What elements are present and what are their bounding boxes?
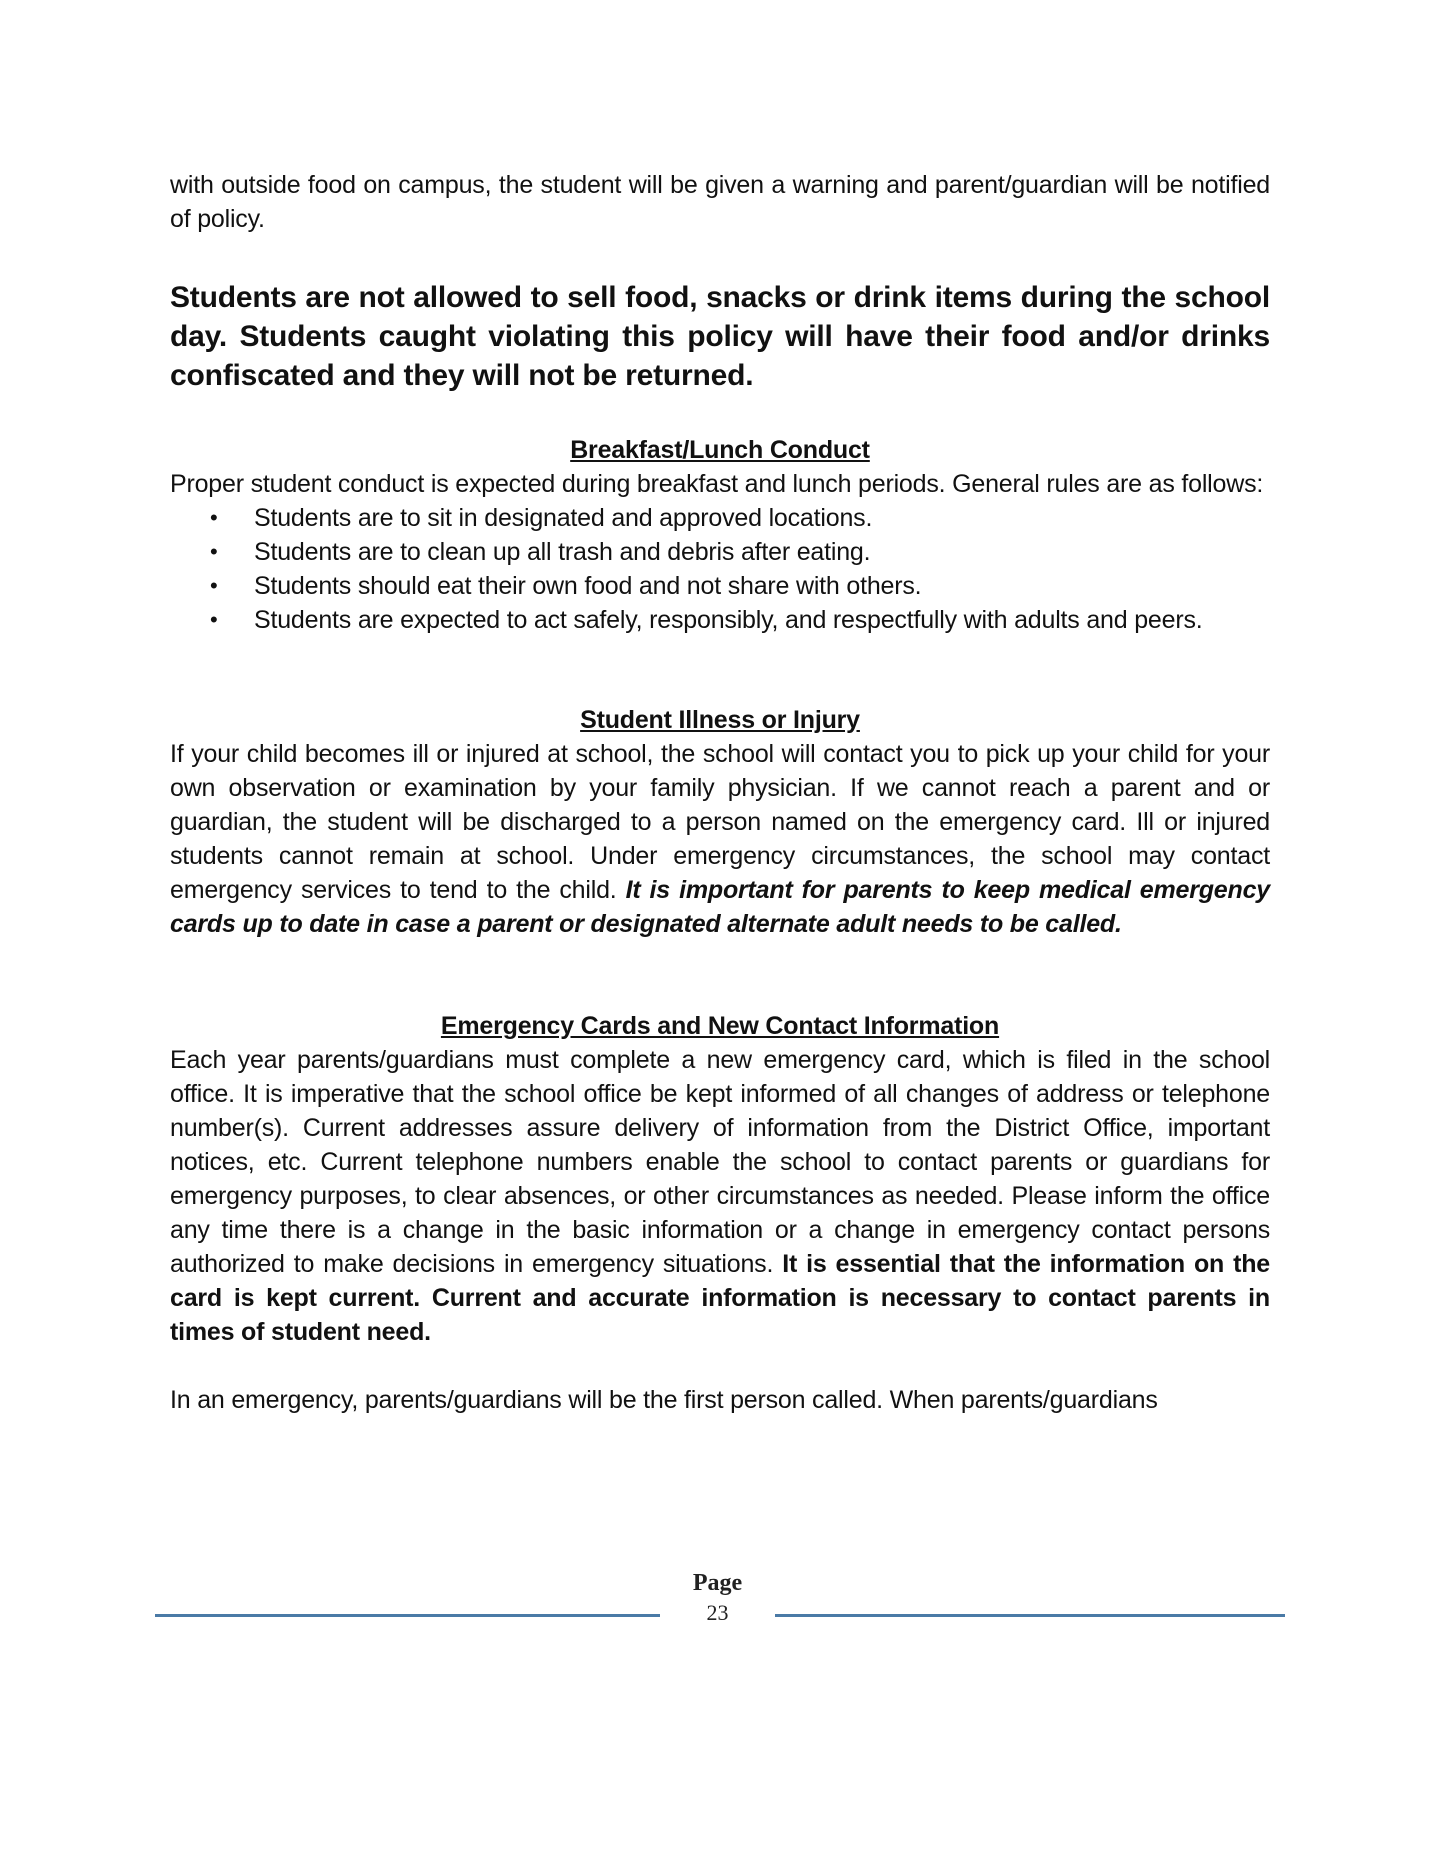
paragraph-spacer	[170, 1349, 1270, 1383]
footer-rule-left	[155, 1614, 660, 1617]
conduct-rules-list	[170, 501, 1270, 637]
illness-paragraph	[170, 737, 1270, 941]
list-item	[170, 501, 1270, 535]
emergency-emphasis: It is essential that the information on the card is kept current. Current and accurate information is necessary to contact parents in times of student need.	[170, 1250, 1270, 1346]
bullet-icon: •	[210, 607, 218, 632]
bullet-icon: •	[210, 505, 218, 530]
list-item	[170, 535, 1270, 569]
page-footer	[0, 1570, 1440, 1630]
footer-rule-right	[775, 1614, 1285, 1617]
illness-emphasis: It is important for parents to keep medical emergency cards up to date in case a parent or designated alternate adult needs to be called.	[170, 876, 1270, 938]
bullet-icon: •	[210, 573, 218, 598]
conduct-intro: Proper student conduct is expected during breakfast and lunch periods. General rules are as follows:	[170, 470, 1264, 498]
section-spacer	[170, 637, 1270, 703]
page-label: Page	[692, 1570, 743, 1596]
bullet-icon: •	[210, 539, 218, 564]
rule-text: Students are to sit in designated and approved locations.	[254, 504, 873, 532]
illness-body: If your child becomes ill or injured at school, the school will contact you to pick up your child for your own observation or examination by your family physician. If we cannot reach a parent and or guardian, the student will be discharged to a person named on the emergency card. Ill or injured students cannot remain at school. Under emergency circumstances, the school may contact emergency services to tend to the child.	[170, 740, 1270, 904]
sale-policy-warning: Students are not allowed to sell food, snacks or drink items during the school day. Students caught violating this policy will have their food and/or drinks confiscated and they will not be returned.	[170, 281, 1270, 392]
rule-text: Students should eat their own food and not share with others.	[254, 572, 922, 600]
illness-heading: Student Illness or Injury	[580, 706, 860, 734]
document-page	[170, 168, 1270, 1417]
emergency-paragraph	[170, 1043, 1270, 1349]
continuation-paragraph: with outside food on campus, the student will be given a warning and parent/guardian will be notified of policy.	[170, 171, 1270, 233]
emergency-followup: In an emergency, parents/guardians will be the first person called. When parents/guardians	[170, 1386, 1158, 1414]
section-spacer	[170, 941, 1270, 1009]
list-item	[170, 569, 1270, 603]
list-item	[170, 603, 1270, 637]
conduct-heading: Breakfast/Lunch Conduct	[570, 436, 870, 464]
emergency-heading: Emergency Cards and New Contact Information	[440, 1012, 1000, 1040]
page-number: 23	[706, 1600, 729, 1625]
rule-text: Students are expected to act safely, responsibly, and respectfully with adults and peers.	[254, 606, 1203, 634]
rule-text: Students are to clean up all trash and debris after eating.	[254, 538, 871, 566]
emergency-body: Each year parents/guardians must complete a new emergency card, which is filed in the school office. It is imperative that the school office be kept informed of all changes of address or telephone number(s). Current addresses assure delivery of information from the District Office, important notices, etc. Current telephone numbers enable the school to contact parents or guardians for emergency purposes, to clear absences, or other circumstances as needed. Please inform the office any time there is a change in the basic information or a change in emergency contact persons authorized to make decisions in emergency situations.	[170, 1046, 1270, 1278]
